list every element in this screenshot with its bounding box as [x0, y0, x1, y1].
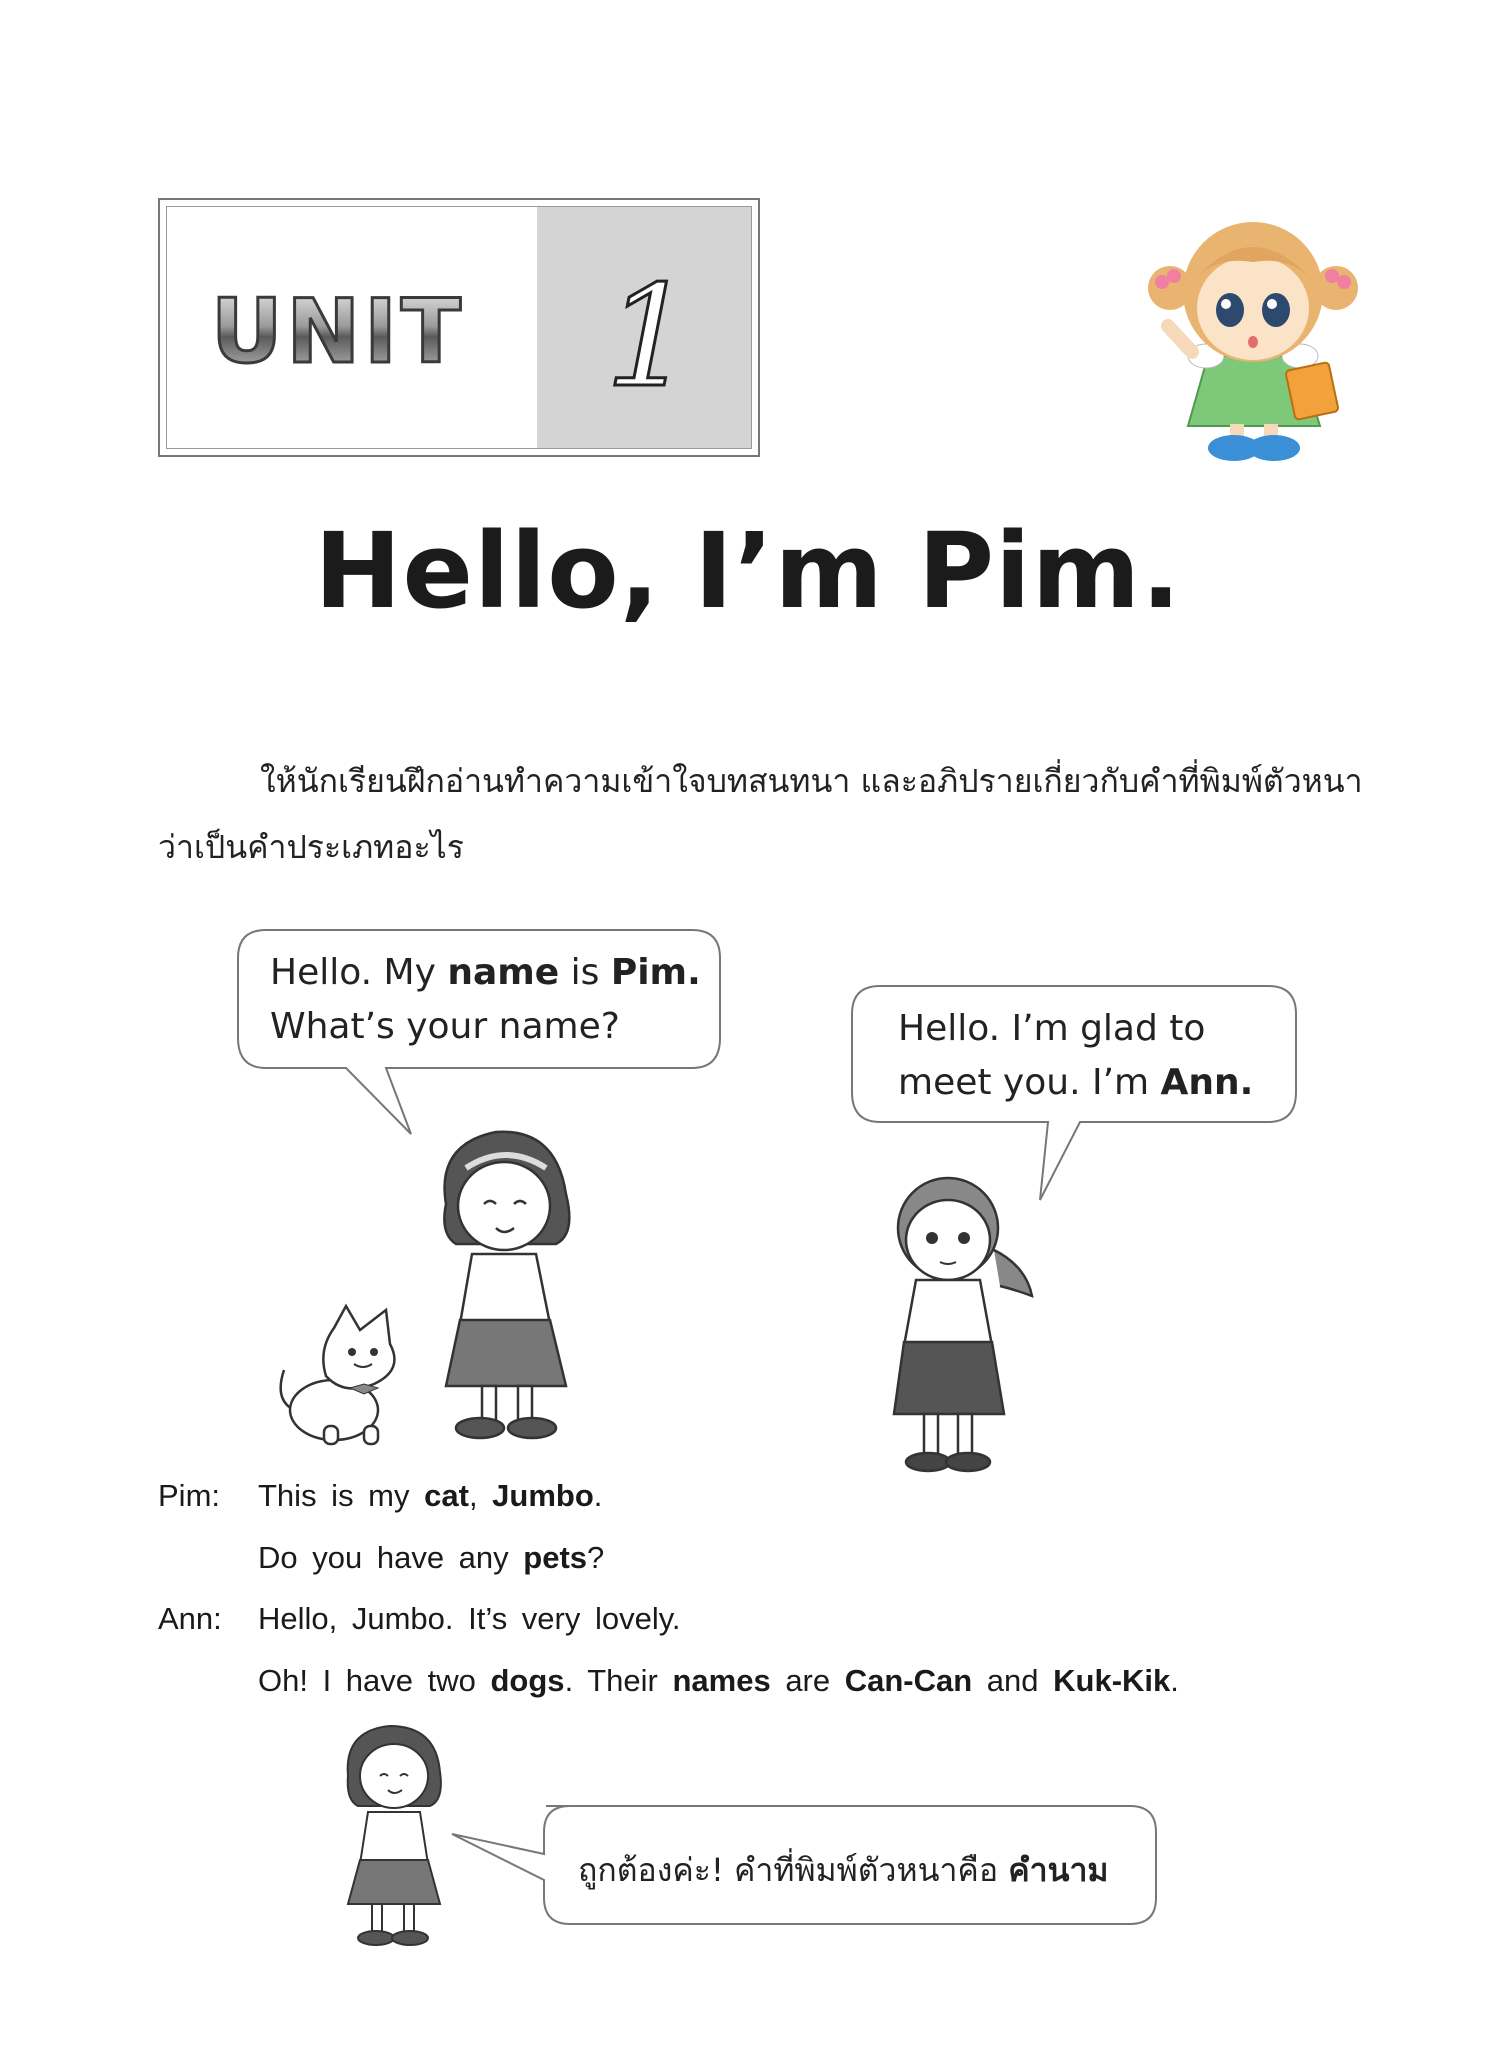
pim-girl-illustration [426, 1124, 596, 1444]
ann-girl-illustration [876, 1166, 1046, 1478]
speaker-pim: Pim: [158, 1478, 220, 1513]
ann-bubble-text: Hello. I’m glad to meet you. I’m Ann. [898, 1008, 1254, 1103]
speaker-ann: Ann: [158, 1601, 222, 1636]
instruction-line-1: ให้นักเรียนฝึกอ่านทำความเข้าใจบทสนทนา และอภิปรายเกี่ยวกับคำที่พิมพ์ตัวหนา [260, 762, 1363, 800]
dialogue-pim-line-2: Do you have any pets? [258, 1540, 605, 1575]
unit-box [158, 198, 760, 457]
dialogue-ann-line-1: Hello, Jumbo. It’s very lovely. [258, 1601, 681, 1636]
dialogue-pim-line-1: This is my cat, Jumbo. [258, 1478, 603, 1513]
unit-number: 1 [605, 267, 695, 397]
pim-bubble-text: Hello. My name is Pim. What’s your name? [270, 952, 701, 1047]
unit-number-panel [537, 207, 751, 448]
svg-text:UNIT: UNIT [211, 282, 465, 377]
page-title: Hello, I’m Pim. [314, 510, 1182, 632]
dialogue-ann-line-2: Oh! I have two dogs. Their names are Can-Can and Kuk-Kik. [258, 1663, 1179, 1698]
unit-box-inner [166, 206, 752, 449]
girl-mascot-icon [1148, 196, 1358, 464]
answer-bubble-text: ถูกต้องค่ะ! คำที่พิมพ์ตัวหนาคือ คำนาม [578, 1851, 1109, 1889]
instruction-line-2: ว่าเป็นคำประเภทอะไร [158, 828, 464, 866]
cat-illustration [274, 1300, 424, 1450]
unit-word [207, 282, 527, 377]
small-pim-illustration [336, 1720, 452, 1950]
